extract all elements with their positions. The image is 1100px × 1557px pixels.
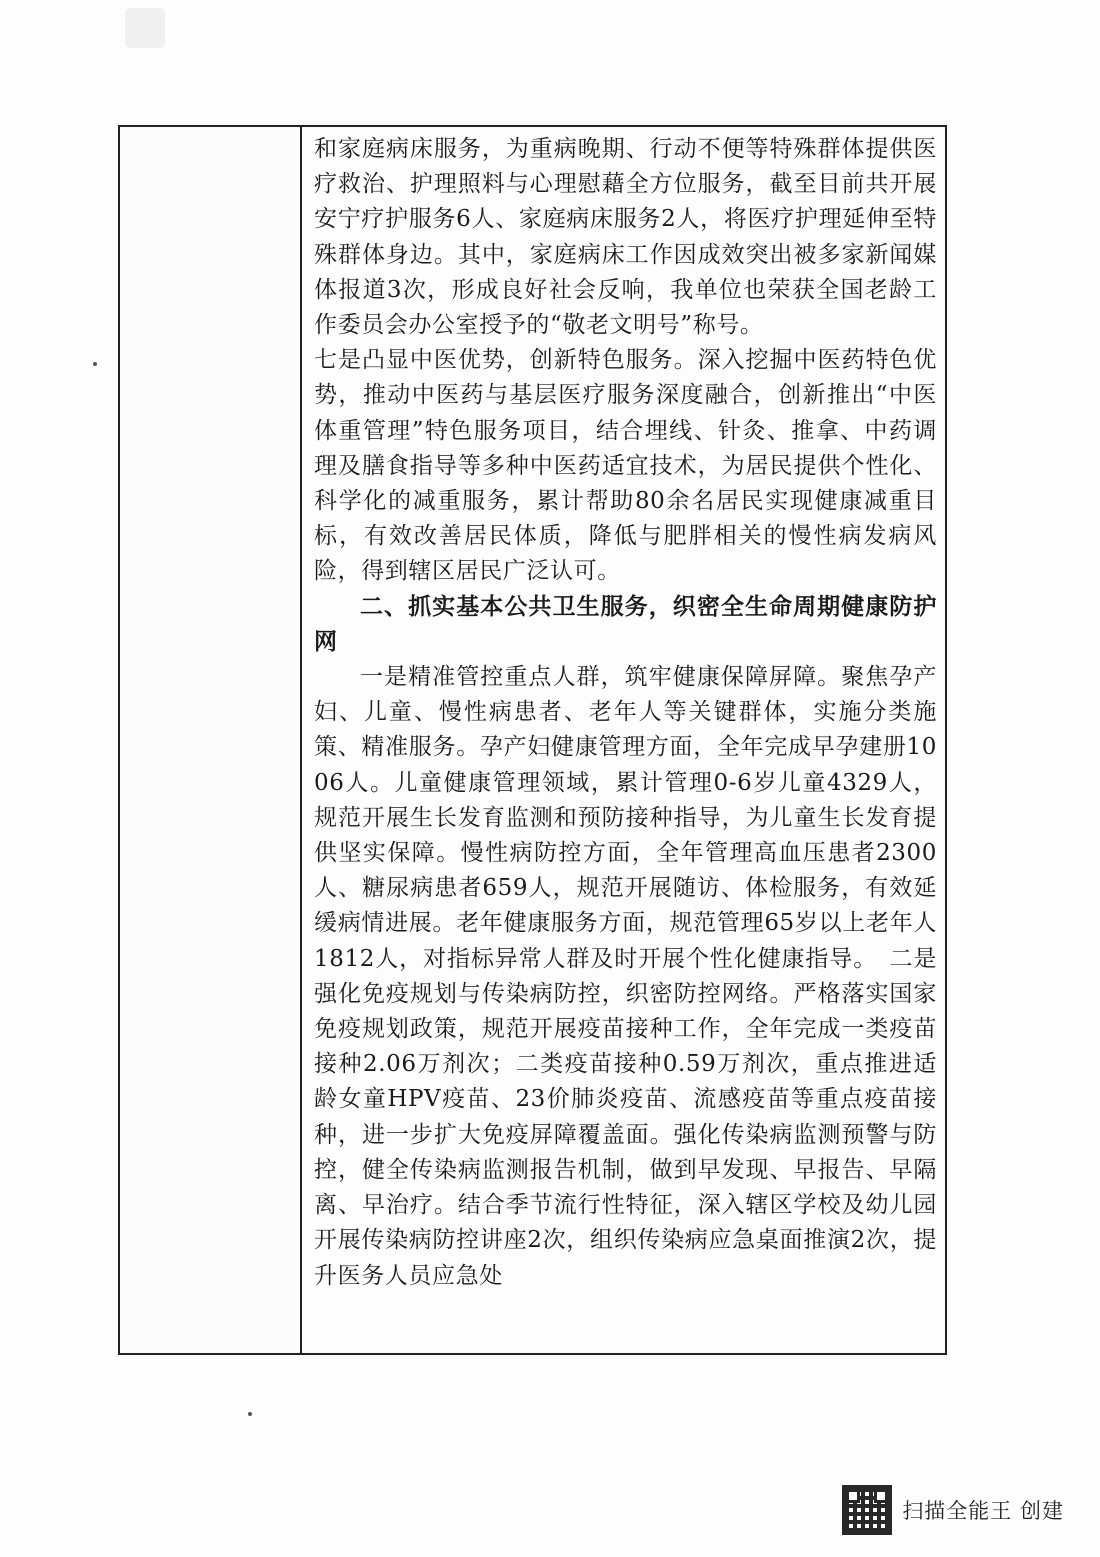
scanner-watermark <box>842 1485 1064 1535</box>
paragraph-item-seven: 七是凸显中医优势，创新特色服务。深入挖掘中医药特色优势，推动中医药与基层医疗服务深度融合，创新推出“中医体重管理”特色服务项目，结合埋线、针灸、推拿、中药调理及膳食指导等多种中医药适宜技术，为居民提供个性化、科学化的减重服务，累计帮助80余名居民实现健康减重目标，有效改善居民体质，降低与肥胖相关的慢性病发病风险，得到辖区居民广泛认可。 <box>314 347 937 585</box>
paragraph-continued: 和家庭病床服务，为重病晚期、行动不便等特殊群体提供医疗救治、护理照料与心理慰藉全方位服务，截至目前共开展安宁疗护服务6人、家庭病床服务2人，将医疗护理延伸至特殊群体身边。其中，家庭病床工作因成效突出被多家新闻媒体报道3次，形成良好社会反响，我单位也荣获全国老龄工作委员会办公室授予的“敬老文明号”称号。 <box>314 136 937 339</box>
section-heading: 二、抓实基本公共卫生服务，织密全生命周期健康防护网 <box>314 593 937 655</box>
section-paragraph: 一是精准管控重点人群，筑牢健康保障屏障。聚焦孕产妇、儿童、慢性病患者、老年人等关键群体，实施分类施策、精准服务。孕产妇健康管理方面，全年完成早孕建册1006人。儿童健康管理领域，累计管理0-6岁儿童4329人，规范开展生长发育监测和预防接种指导，为儿童生长发育提供坚实保障。慢性病防控方面，全年管理高血压患者2300人、糖尿病患者659人，规范开展随访、体检服务，有效延缓病情进展。老年健康服务方面，规范管理65岁以上老年人1812人，对指标异常人群及时开展个性化健康指导。 二是强化免疫规划与传染病防控，织密防控网络。严格落实国家免疫规划政策，规范开展疫苗接种工作，全年完成一类疫苗接种2.06万剂次；二类疫苗接种0.59万剂次，重点推进适龄女童HPV疫苗、23价肺炎疫苗、流感疫苗等重点疫苗接种，进一步扩大免疫屏障覆盖面。强化传染病监测预警与防控，健全传染病监测报告机制，做到早发现、早报告、早隔离、早治疗。结合季节流行性特征，深入辖区学校及幼儿园开展传染病防控讲座2次，组织传染病应急桌面推演2次，提升医务人员应急处 <box>314 664 937 1289</box>
scan-speck <box>93 362 97 366</box>
document-table <box>118 125 947 1355</box>
table-content-cell <box>302 127 945 1353</box>
table-left-column <box>120 127 302 1353</box>
scan-smudge <box>125 8 165 48</box>
qr-code-icon <box>842 1485 892 1535</box>
watermark-text: 扫描全能王 创建 <box>902 1499 1064 1523</box>
scan-speck <box>248 1412 252 1416</box>
